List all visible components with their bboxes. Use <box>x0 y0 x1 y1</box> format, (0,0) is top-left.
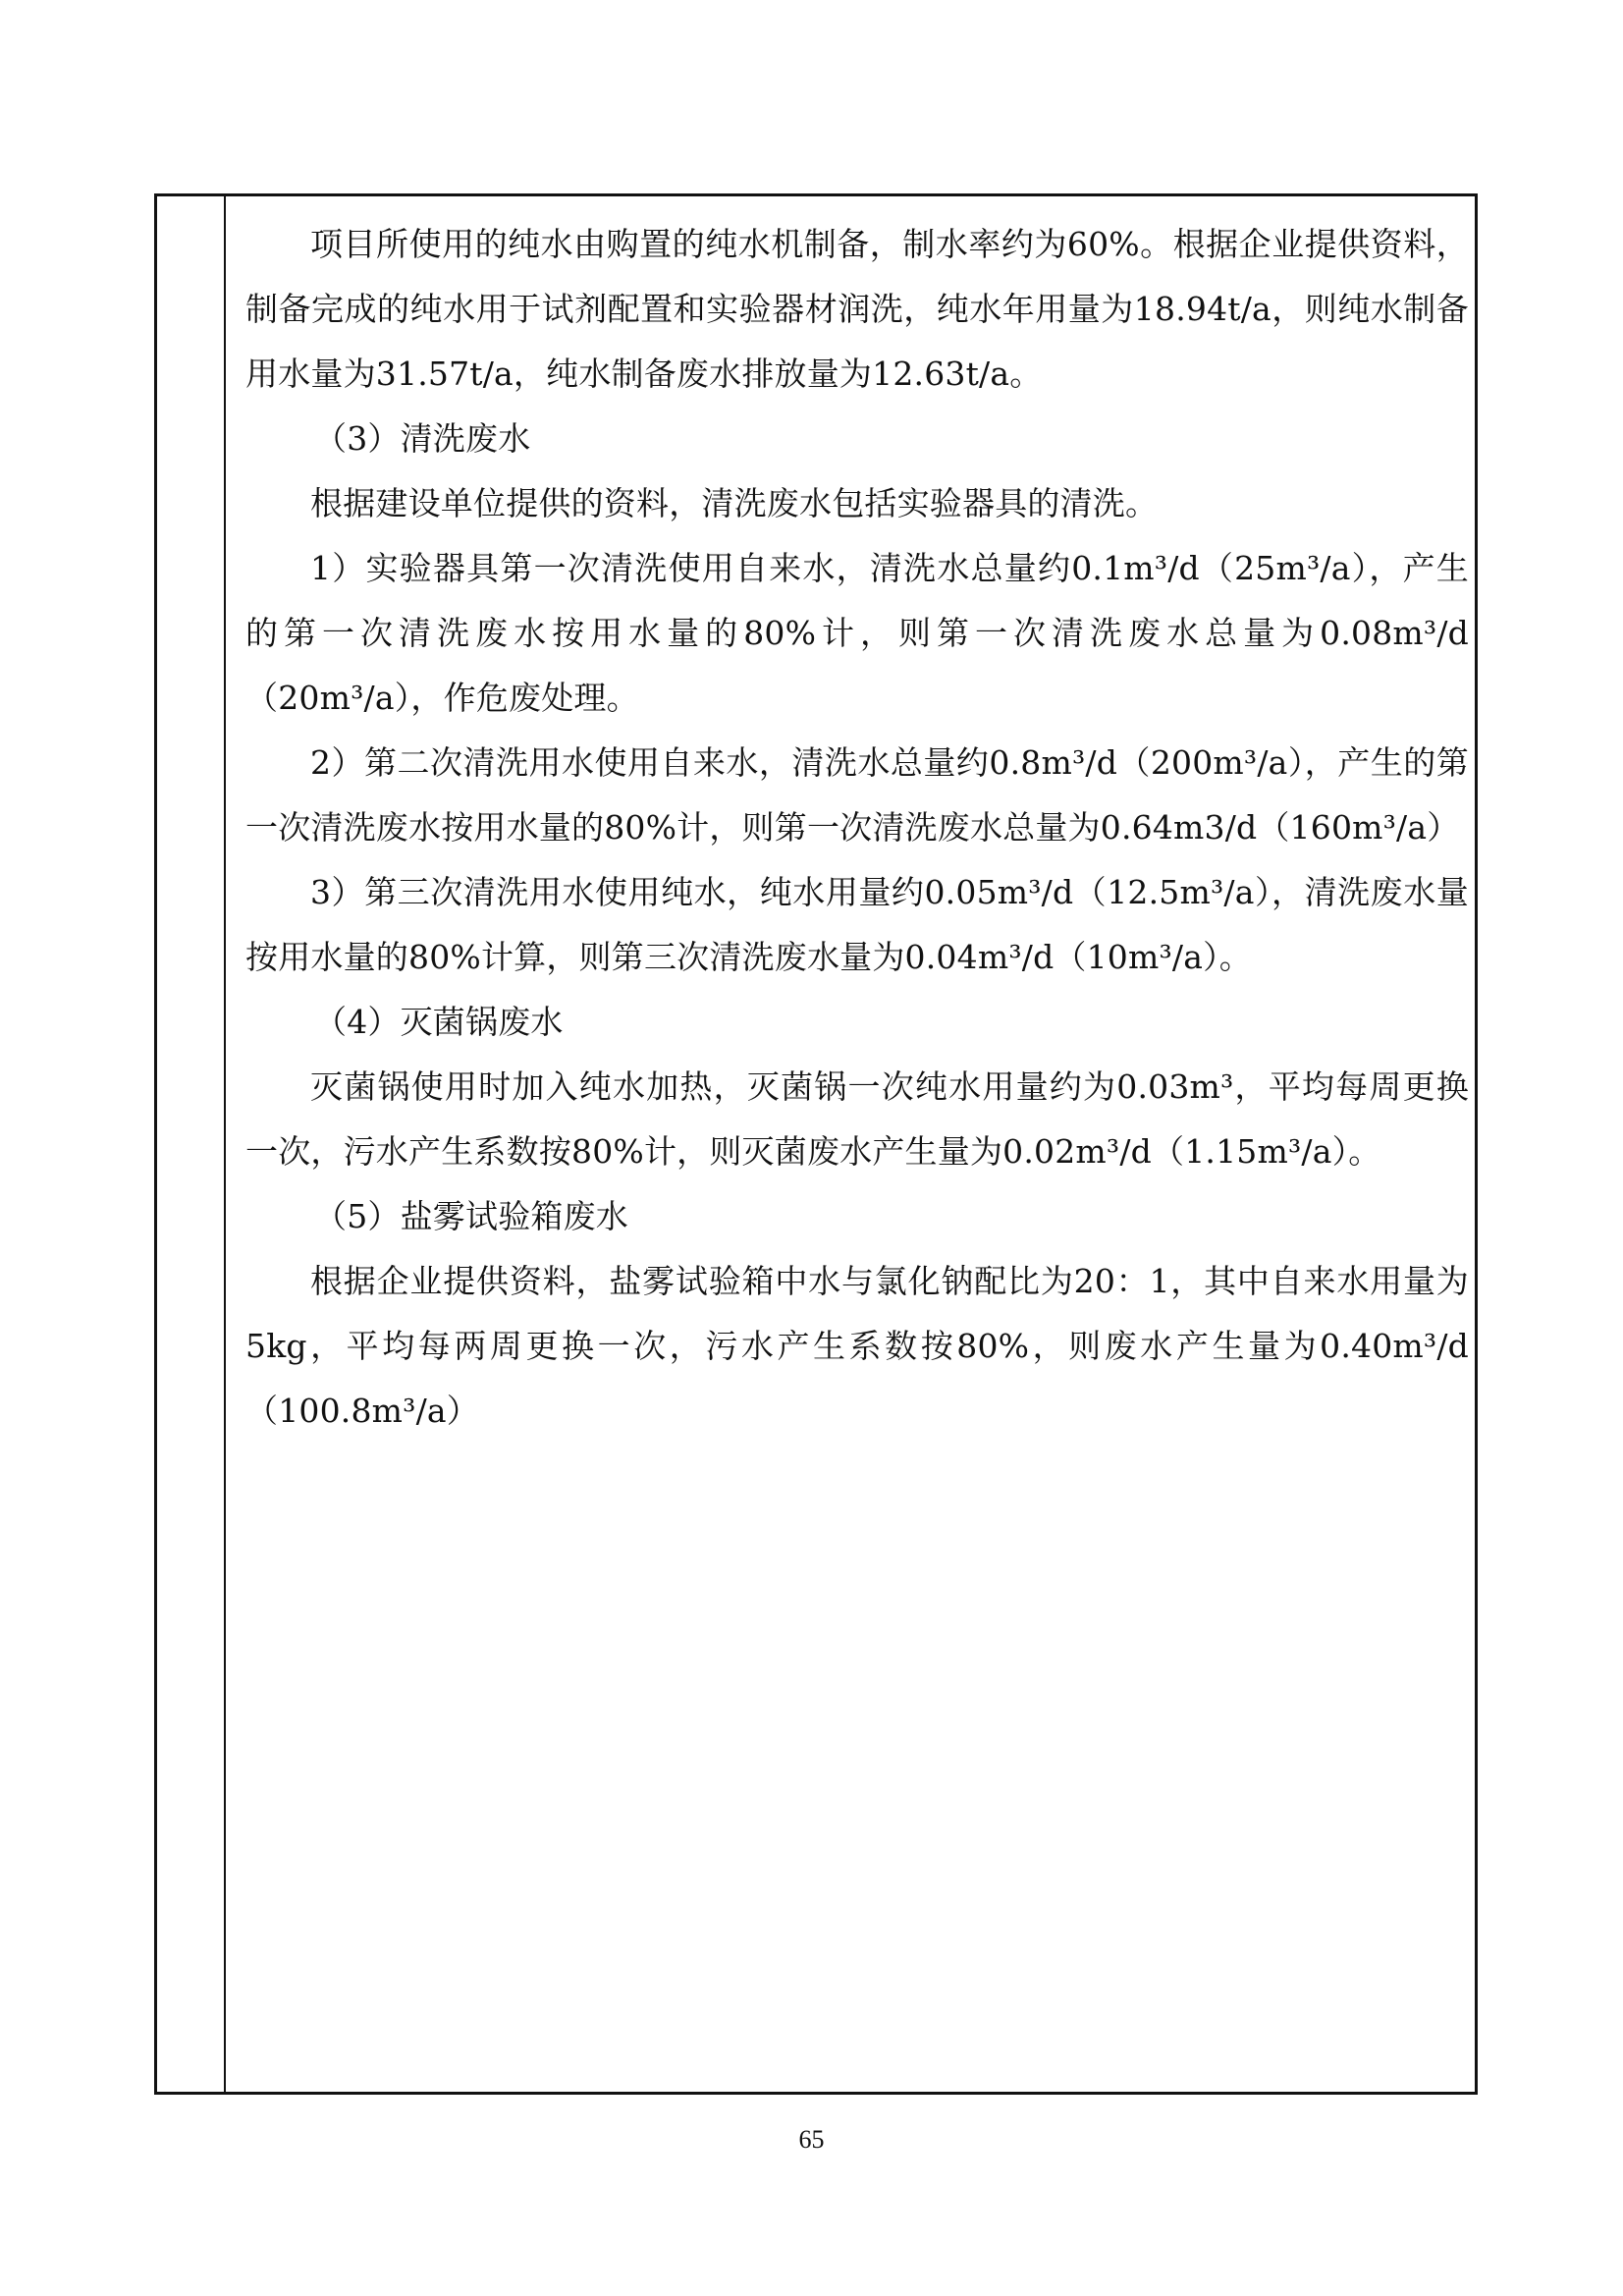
heading-cleaning-wastewater: （3）清洗废水 <box>314 419 531 458</box>
paragraph-cleaning-intro: 根据建设单位提供的资料，清洗废水包括实验器具的清洗。 <box>310 484 1159 522</box>
paragraph-second-cleaning: 2）第二次清洗用水使用自来水，清洗水总量约0.8m³/d（200m³/a），产生的第一次清洗废水按用水量的80%计，则第一次清洗废水总量为0.64m3/d（160m³/a） <box>245 743 1469 847</box>
paragraph-pure-water: 项目所使用的纯水由购置的纯水机制备，制水率约为60%。根据企业提供资料，制备完成的纯水用于试剂配置和实验器材润洗，纯水年用量为18.94t/a，则纯水制备用水量为31.57t/a，纯水制备废水排放量为12.63t/a。 <box>245 225 1469 393</box>
paragraph-sterilizer: 灭菌锅使用时加入纯水加热，灭菌锅一次纯水用量约为0.03m³，平均每周更换一次，污水产生系数按80%计，则灭菌废水产生量为0.02m³/d（1.15m³/a）。 <box>245 1067 1469 1171</box>
paragraph-salt-spray: 根据企业提供资料，盐雾试验箱中水与氯化钠配比为20：1，其中自来水用量为5kg，平均每两周更换一次，污水产生系数按80%，则废水产生量为0.40m³/d（100.8m³/a） <box>245 1262 1469 1430</box>
heading-sterilizer-wastewater: （4）灭菌锅废水 <box>314 1003 564 1041</box>
heading-salt-spray-wastewater: （5）盐雾试验箱废水 <box>314 1197 628 1235</box>
left-label-column <box>157 196 226 2092</box>
paragraph-first-cleaning: 1）实验器具第一次清洗使用自来水，清洗水总量约0.1m³/d（25m³/a），产生的第一次清洗废水按用水量的80%计，则第一次清洗废水总量为0.08m³/d（20m³/a），作危废处理。 <box>245 549 1469 717</box>
paragraph-third-cleaning: 3）第三次清洗用水使用纯水，纯水用量约0.05m³/d（12.5m³/a），清洗废水量按用水量的80%计算，则第三次清洗废水量为0.04m³/d（10m³/a）。 <box>245 873 1469 976</box>
table-frame <box>154 193 1478 2095</box>
content-cell <box>245 212 1469 1444</box>
page-number: 65 <box>798 2125 825 2154</box>
